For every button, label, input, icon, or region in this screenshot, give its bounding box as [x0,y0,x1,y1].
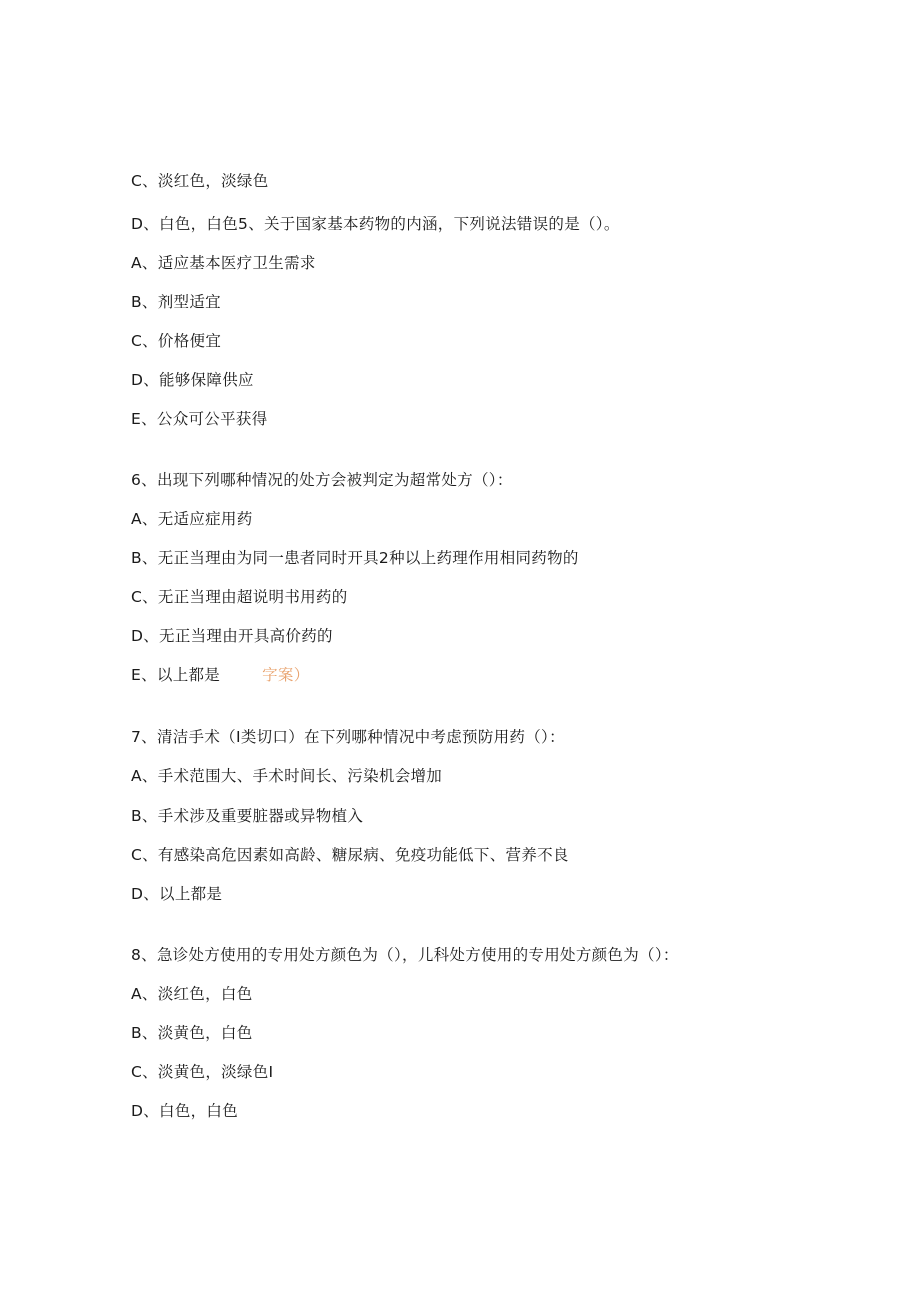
option-line: B、淡黄色，白色 [131,1024,253,1042]
answer-stamp: 字案） [262,666,310,684]
option-line: B、剂型适宜 [131,293,221,311]
option-line: D、白色，白色 [131,1102,239,1120]
option-line: C、价格便宜 [131,332,222,350]
option-line: A、适应基本医疗卫生需求 [131,254,316,272]
option-line: D、无正当理由开具高价药的 [131,627,333,645]
option-line: D、以上都是 [131,885,223,903]
option-line-with-stamp [131,665,310,685]
option-line: C、淡红色，淡绿色 [131,172,269,190]
question-line: 6、出现下列哪种情况的处方会被判定为超常处方（）： [131,471,513,489]
option-line: A、无适应症用药 [131,510,253,528]
option-line: A、淡红色，白色 [131,985,253,1003]
question-line: 8、急诊处方使用的专用处方颜色为（），儿科处方使用的专用处方颜色为（）： [131,946,679,964]
option-line: C、无正当理由超说明书用药的 [131,588,348,606]
option-line: D、白色，白色5、关于国家基本药物的内涵，下列说法错误的是（）。 [131,215,620,233]
option-line: B、无正当理由为同一患者同时开具2种以上药理作用相同药物的 [131,549,579,567]
option-line: B、手术涉及重要脏器或异物植入 [131,807,364,825]
option-line: D、能够保障供应 [131,371,254,389]
option-line: C、有感染高危因素如高龄、糖尿病、免疫功能低下、营养不良 [131,846,569,864]
option-text: E、以上都是 [131,666,221,684]
option-line: E、公众可公平获得 [131,410,268,428]
option-line: C、淡黄色，淡绿色I [131,1063,274,1081]
option-line: A、手术范围大、手术时间长、污染机会增加 [131,767,443,785]
question-line: 7、清洁手术（I类切口）在下列哪种情况中考虑预防用药（）： [131,728,565,746]
